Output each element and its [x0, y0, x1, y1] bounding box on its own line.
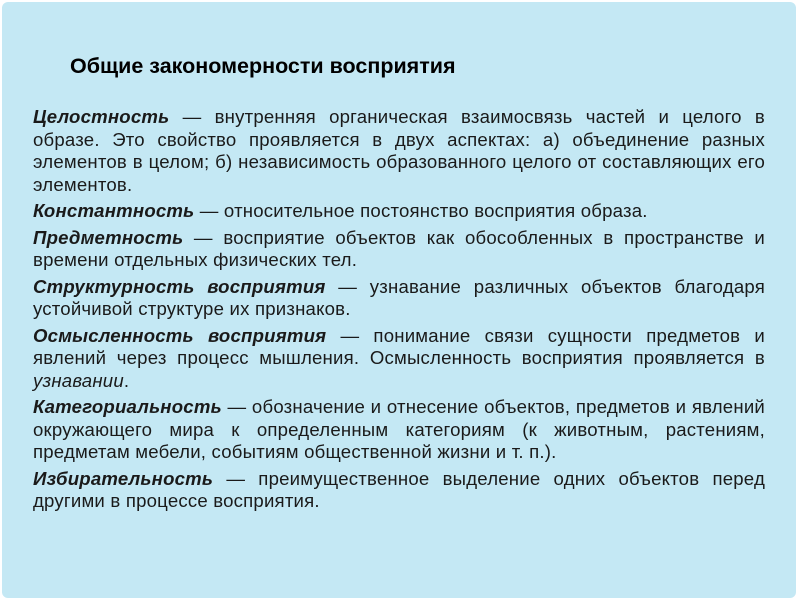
paragraph-objectivity — [33, 227, 765, 272]
paragraph-meaningfulness — [33, 325, 765, 393]
definition-constancy: — относительное постоянство восприятия образа. — [194, 200, 648, 221]
definition-structurality: — узнавание различных объектов благодаря устойчивой структуре их признаков. — [33, 275, 766, 319]
term-categoriality: Категориальность — [33, 396, 222, 417]
definition-categoriality: — обозначение и отнесение объектов, предметов и явлений окружающего мира к определенным категориям (к животным, растениям, предметам мебели, событиям общественной жизни и т. п.). — [33, 396, 765, 462]
slide-content — [33, 106, 765, 517]
emphasis-recognition: узнавании — [33, 369, 124, 391]
slide-background — [2, 2, 796, 598]
term-structurality: Структурность восприятия — [33, 275, 326, 297]
definition-meaningfulness: — понимание связи сущности предметов и явлений через процесс мышления. Осмысленность восприятия проявляется в — [33, 324, 765, 368]
definition-selectivity: — преимущественное выделение одних объектов перед другими в процессе восприятия. — [33, 467, 765, 511]
term-objectivity: Предметность — [33, 226, 184, 248]
term-selectivity: Избирательность — [33, 467, 214, 489]
paragraph-categoriality — [33, 396, 765, 464]
definition-integrity: — внутренняя органическая взаимосвязь частей и целого в образе. Это свойство проявляется в двух аспектах: а) объединение разных элементов в целом; б) независимость образованного целого от составляющих его элементов. — [33, 106, 765, 195]
term-meaningfulness: Осмысленность восприятия — [33, 324, 327, 346]
definition-objectivity: — восприятие объектов как обособленных в пространстве и времени отдельных физических тел. — [33, 226, 765, 270]
definition-meaningfulness-tail: . — [123, 369, 130, 391]
slide-title: Общие закономерности восприятия — [70, 54, 456, 78]
paragraph-integrity — [33, 106, 765, 196]
paragraph-constancy — [33, 200, 765, 223]
term-constancy: Константность — [33, 200, 195, 221]
term-integrity: Целостность — [33, 106, 170, 127]
paragraph-structurality — [33, 276, 765, 321]
paragraph-selectivity — [33, 468, 765, 513]
